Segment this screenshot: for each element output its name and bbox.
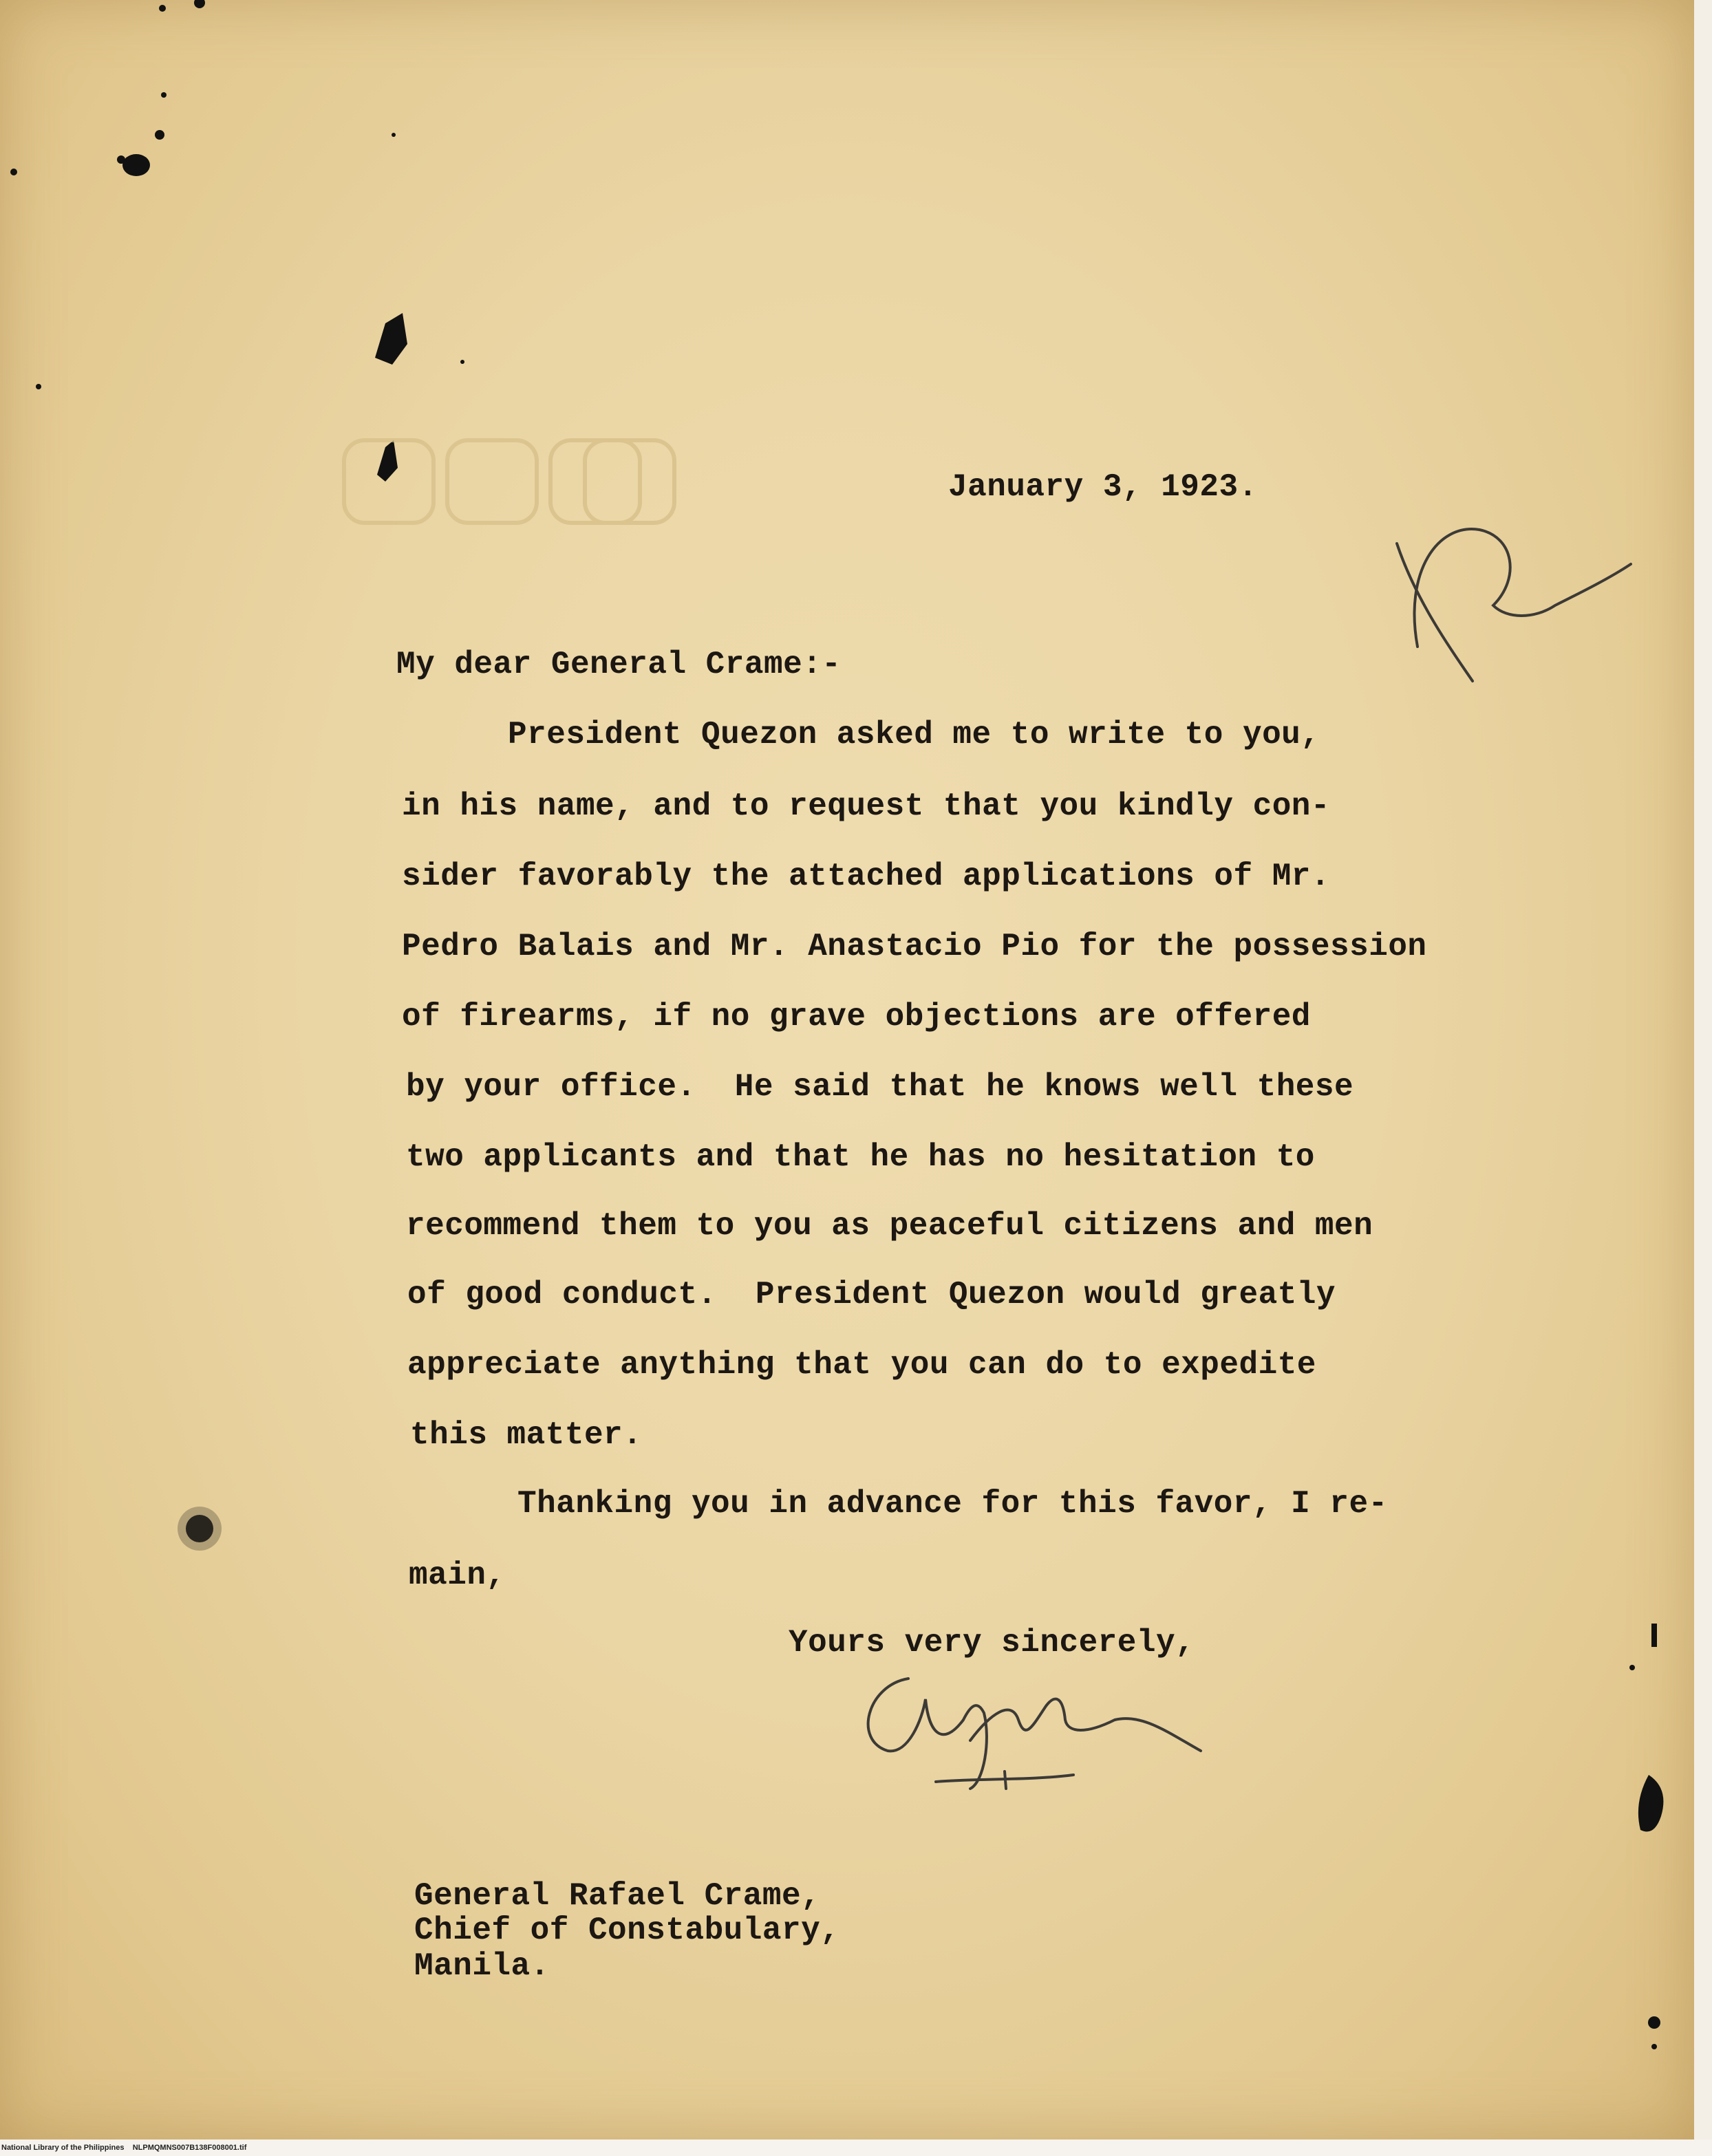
salutation: My dear General Crame:- [396, 647, 842, 682]
closing: Yours very sincerely, [789, 1625, 1195, 1661]
body-line: of good conduct. President Quezon would greatly [407, 1277, 1336, 1313]
recipient-line: General Rafael Crame, [414, 1878, 821, 1914]
scan-footer-strip [0, 2139, 1712, 2156]
body-line: by your office. He said that he knows well these [406, 1069, 1354, 1105]
body-line: two applicants and that he has no hesitation to [406, 1139, 1315, 1175]
scan-caption: National Library of the Philippines NLPMQMNS007B138F008001.tif [1, 2144, 247, 2152]
body-line: of firearms, if no grave objections are offered [402, 999, 1311, 1035]
body-line: recommend them to you as peaceful citizens and men [406, 1208, 1373, 1244]
body-line: main, [409, 1557, 506, 1593]
letter-date: January 3, 1923. [948, 469, 1258, 505]
recipient-line: Manila. [414, 1948, 550, 1984]
body-line: appreciate anything that you can do to expedite [407, 1347, 1316, 1383]
body-line: Thanking you in advance for this favor, I re- [517, 1486, 1388, 1522]
body-line: President Quezon asked me to write to you, [508, 717, 1320, 753]
body-line: Pedro Balais and Mr. Anastacio Pio for the possession [402, 929, 1427, 964]
body-line: this matter. [410, 1417, 643, 1453]
body-line: in his name, and to request that you kindly con- [402, 788, 1331, 824]
recipient-line: Chief of Constabulary, [414, 1912, 840, 1948]
body-line: sider favorably the attached applications of Mr. [402, 859, 1331, 894]
